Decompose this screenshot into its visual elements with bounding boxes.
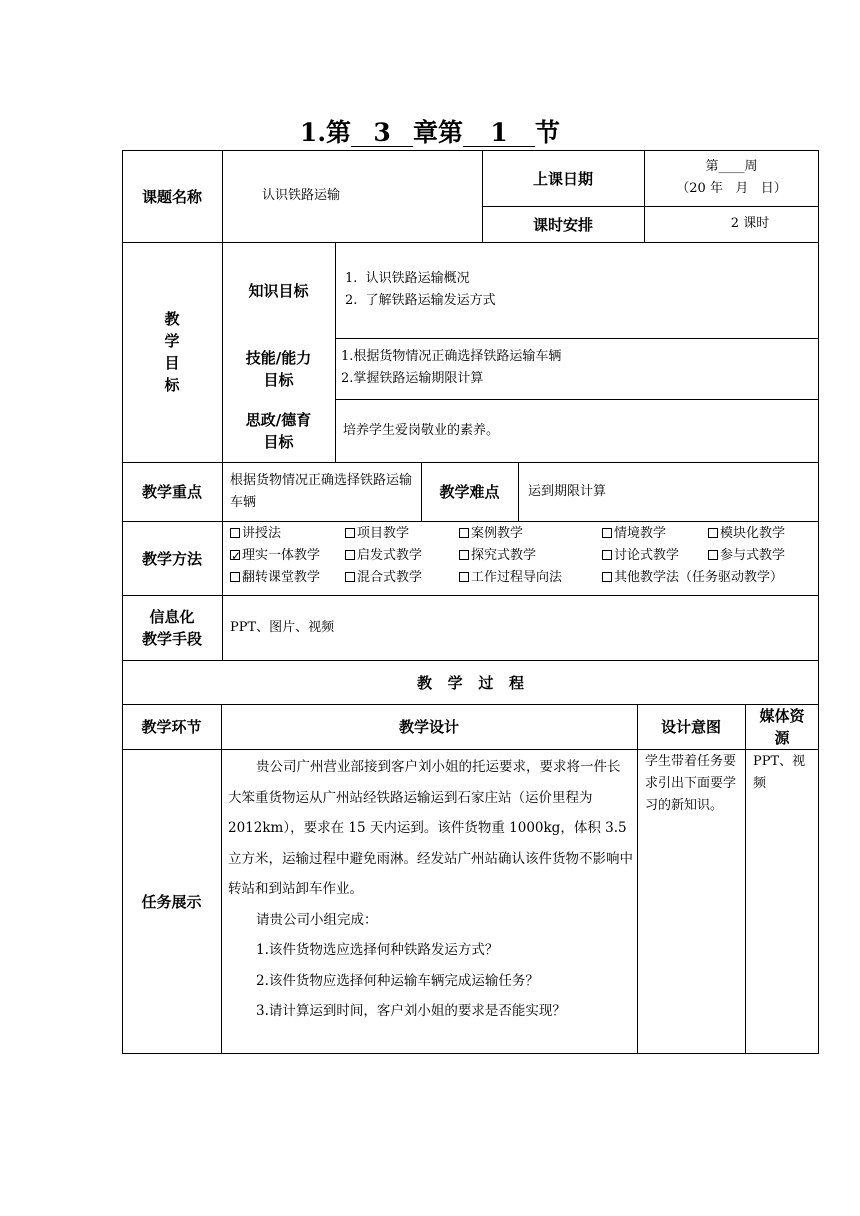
date-day: （20 年 月 日） xyxy=(676,181,787,196)
checkbox-icon[interactable] xyxy=(459,572,469,582)
methods-label: 教学方法 xyxy=(141,549,202,568)
method-option-label: 混合式教学 xyxy=(357,570,423,585)
design-scenario: 贵公司广州营业部接到客户刘小姐的托运要求，要求将一件长大笨重货物运从广州站经铁路运输运到石家庄站（运价里程为 2012km），要求在 15 天内运到。该件货物重 1000kg，体积 3.5 立方米，运输过程中避免雨淋。经发站广州站确认该件货物不影响中转站和到站卸车作业。 xyxy=(228,759,633,897)
method-option-label: 情境教学 xyxy=(614,526,667,541)
checkbox-icon[interactable] xyxy=(708,550,718,560)
knowledge-item: 1. 认识铁路运输概况 xyxy=(345,271,470,286)
info-label: 信息化 教学手段 xyxy=(141,608,202,648)
col-stage: 教学环节 xyxy=(141,718,202,736)
knowledge-item: 2. 了解铁路运输发运方式 xyxy=(345,293,496,308)
method-option[interactable] xyxy=(230,523,281,545)
title-suffix: 节 xyxy=(535,118,561,147)
goals-label: 教 学 目 标 xyxy=(164,310,180,394)
checkbox-icon[interactable] xyxy=(345,528,355,538)
knowledge-list xyxy=(345,268,815,312)
design-content xyxy=(228,752,633,1027)
method-option[interactable] xyxy=(230,567,320,589)
design-question: 1.该件货物选应选择何种铁路发运方式？ xyxy=(256,942,499,958)
col-intent: 设计意图 xyxy=(660,718,721,736)
method-option-label: 讨论式教学 xyxy=(614,548,680,563)
moral-label: 思政/德育 目标 xyxy=(245,410,312,451)
title-prefix: 1.第 xyxy=(299,118,352,147)
intent-value: 学生带着任务要求引出下面要学习的新知识。 xyxy=(645,754,737,813)
method-option-label: 翻转课堂教学 xyxy=(242,570,321,585)
topic-label: 课题名称 xyxy=(141,187,202,206)
col-design: 教学设计 xyxy=(398,718,459,736)
method-option[interactable] xyxy=(602,545,679,567)
moral-value: 培养学生爱岗敬业的素养。 xyxy=(343,422,500,438)
checkbox-icon[interactable] xyxy=(345,550,355,560)
skill-item: 2.掌握铁路运输期限计算 xyxy=(341,371,484,386)
method-option[interactable] xyxy=(345,567,422,589)
design-task-intro: 请贵公司小组完成： xyxy=(256,911,378,928)
key-value: 根据货物情况正确选择铁路运输车辆 xyxy=(230,472,413,510)
method-option[interactable] xyxy=(345,545,422,567)
hours-value: 2 课时 xyxy=(730,216,770,231)
title-mid: 章第 xyxy=(413,118,464,147)
checkbox-icon[interactable] xyxy=(459,528,469,538)
method-option-label: 工作过程导向法 xyxy=(471,570,563,585)
date-value xyxy=(644,156,819,206)
method-option-label: 其他教学法（任务驱动教学） xyxy=(614,570,784,585)
method-option[interactable] xyxy=(708,523,785,545)
design-question: 2.该件货物应选择何种运输车辆完成运输任务？ xyxy=(256,972,539,989)
skill-item: 1.根据货物情况正确选择铁路运输车辆 xyxy=(341,349,562,364)
method-option-label: 启发式教学 xyxy=(357,548,423,563)
method-option[interactable] xyxy=(459,523,523,545)
method-option-label: 项目教学 xyxy=(357,526,410,541)
method-option-label: 模块化教学 xyxy=(720,526,786,541)
checked-checkbox-icon[interactable] xyxy=(230,550,240,560)
method-option[interactable] xyxy=(459,567,562,589)
checkbox-icon[interactable] xyxy=(230,572,240,582)
knowledge-label: 知识目标 xyxy=(248,281,309,300)
date-week: 第____周 xyxy=(705,159,758,174)
method-option[interactable] xyxy=(602,567,783,589)
design-question: 3.请计算运到时间，客户刘小姐的要求是否能实现？ xyxy=(256,1003,566,1019)
method-option-label: 参与式教学 xyxy=(720,548,786,563)
method-option[interactable] xyxy=(459,545,536,567)
media-value: PPT、视频 xyxy=(753,754,806,791)
checkbox-icon[interactable] xyxy=(602,528,612,538)
checkbox-icon[interactable] xyxy=(459,550,469,560)
page-title xyxy=(0,113,860,149)
info-value: PPT、图片、视频 xyxy=(230,620,335,635)
method-option[interactable] xyxy=(345,523,409,545)
key-label: 教学重点 xyxy=(141,483,202,501)
process-title: 教 学 过 程 xyxy=(417,673,524,692)
method-option-label: 案例教学 xyxy=(471,526,524,541)
hours-label: 课时安排 xyxy=(532,215,593,234)
difficulty-label: 教学难点 xyxy=(439,483,500,501)
methods-options xyxy=(230,523,818,593)
col-media: 媒体资 源 xyxy=(759,706,805,747)
skill-label: 技能/能力 目标 xyxy=(245,348,312,389)
checkbox-icon[interactable] xyxy=(708,528,718,538)
method-option-label: 讲授法 xyxy=(242,526,282,541)
checkbox-icon[interactable] xyxy=(602,572,612,582)
method-option[interactable] xyxy=(602,523,666,545)
checkbox-icon[interactable] xyxy=(230,528,240,538)
checkbox-icon[interactable] xyxy=(345,572,355,582)
method-option[interactable] xyxy=(708,545,785,567)
method-option[interactable] xyxy=(230,545,320,567)
method-option-label: 理实一体教学 xyxy=(242,548,321,563)
chapter-number: 3 xyxy=(351,120,413,147)
stage-name: 任务展示 xyxy=(141,893,202,911)
difficulty-value: 运到期限计算 xyxy=(528,483,607,499)
checkbox-icon[interactable] xyxy=(602,550,612,560)
section-number: 1 xyxy=(463,120,535,147)
method-option-label: 探究式教学 xyxy=(471,548,537,563)
topic-value: 认识铁路运输 xyxy=(262,188,341,203)
date-label: 上课日期 xyxy=(532,169,593,188)
skill-list xyxy=(341,346,811,390)
